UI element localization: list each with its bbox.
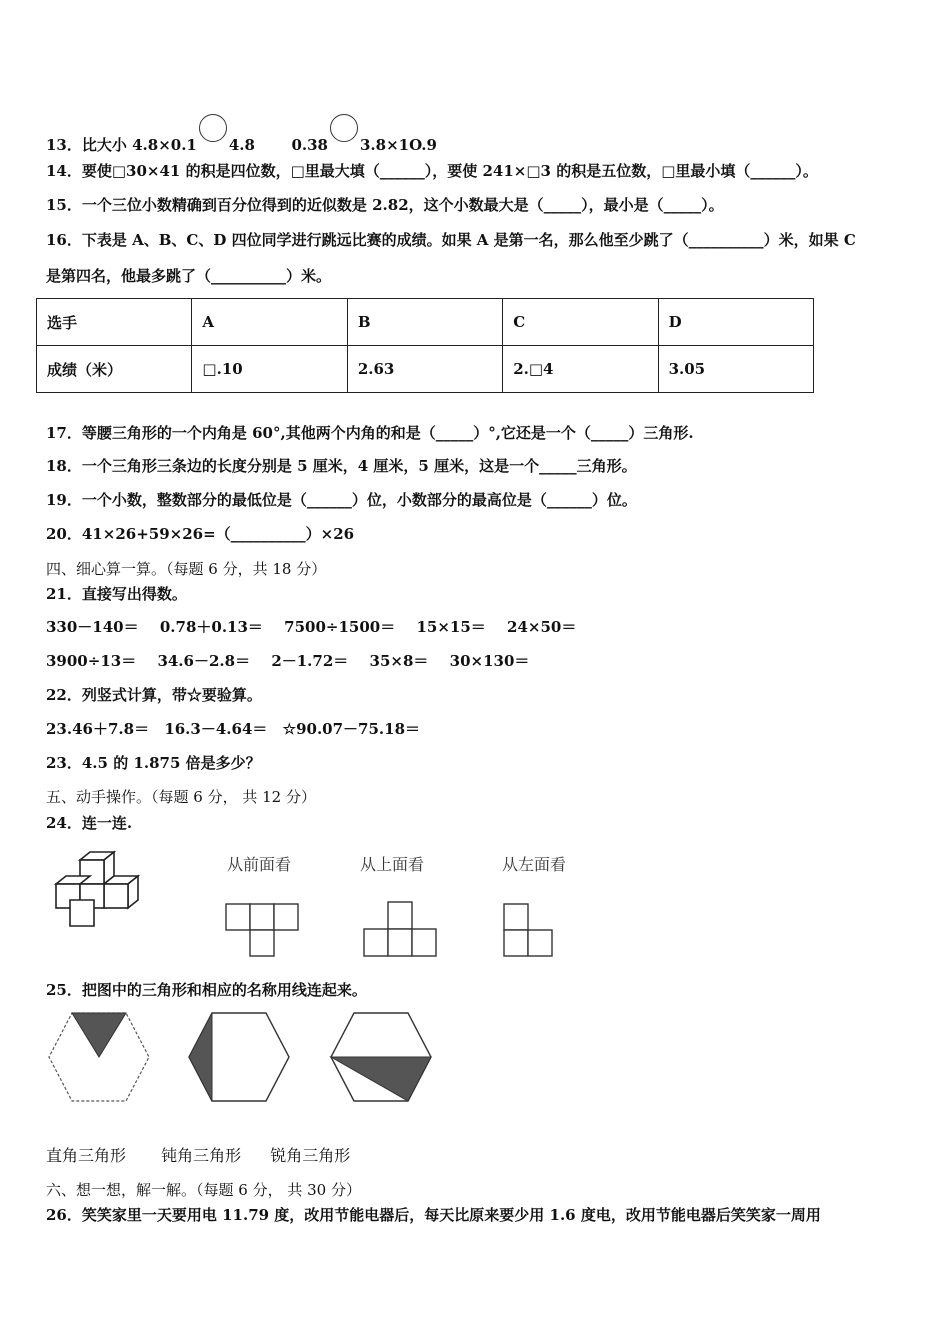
- question-25: 25．把图中的三角形和相应的名称用线连起来。: [46, 981, 367, 999]
- table-row: [37, 346, 814, 393]
- q13-expr-d: 3.8×1O.9: [359, 136, 437, 154]
- calc-item: 35×8＝: [369, 652, 429, 670]
- table-cell: D: [658, 299, 813, 346]
- table-cell: 成绩（米）: [37, 346, 192, 393]
- question-16-line1: 16．下表是 A、B、C、D 四位同学进行跳远比赛的成绩。如果 A 是第一名，那么他至少跳了（__________）米，如果 C: [46, 231, 856, 249]
- q21-row-2: [46, 651, 529, 671]
- calc-item: 0.78＋0.13＝: [159, 618, 263, 636]
- table-cell: B: [347, 299, 502, 346]
- table-cell: 3.05: [658, 346, 813, 393]
- hexagon-obtuse-triangle[interactable]: [186, 1010, 292, 1104]
- table-header-row: [37, 299, 814, 346]
- name-right-triangle[interactable]: 直角三角形: [46, 1146, 127, 1165]
- calc-item: 34.6－2.8＝: [157, 652, 251, 670]
- left-view-shape[interactable]: [500, 900, 556, 960]
- question-24: 24．连一连.: [46, 814, 133, 832]
- view-label-left: 从左面看: [502, 855, 567, 874]
- table-cell: 2.□4: [503, 346, 658, 393]
- question-18: 18．一个三角形三条边的长度分别是 5 厘米，4 厘米，5 厘米，这是一个_____三角形。: [46, 457, 637, 475]
- question-14: 14．要使□30×41 的积是四位数，□里最大填（______），要使 241×□3 的积是五位数，□里最小填（______）。: [46, 162, 818, 180]
- table-cell: 2.63: [347, 346, 502, 393]
- question-15: 15．一个三位小数精确到百分位得到的近似数是 2.82，这个小数最大是（_____），最小是（_____）。: [46, 196, 724, 214]
- calc-item: ☆90.07－75.18＝: [282, 720, 421, 738]
- calc-item: 3900÷13＝: [46, 652, 137, 670]
- question-22: 22．列竖式计算，带☆要验算。: [46, 686, 262, 704]
- compare-circle-1[interactable]: [199, 114, 227, 142]
- section-6-title: 六、想一想，解一解。（每题 6 分， 共 30 分）: [46, 1181, 361, 1199]
- question-23: 23．4.5 的 1.875 倍是多少？: [46, 754, 261, 772]
- question-20: 20．41×26+59×26=（__________）×26: [46, 525, 355, 543]
- table-cell: C: [503, 299, 658, 346]
- hexagon-right-triangle[interactable]: [46, 1010, 152, 1104]
- q21-row-1: [46, 617, 576, 637]
- q13-expr-a: 比大小 4.8×0.1: [81, 136, 197, 154]
- question-19: 19．一个小数，整数部分的最低位是（______）位，小数部分的最高位是（______）位。: [46, 491, 637, 509]
- question-26: 26．笑笑家里一天要用电 11.79 度，改用节能电器后，每天比原来要少用 1.6 度电，改用节能电器后笑笑家一周用: [46, 1206, 821, 1224]
- section-5-title: 五、动手操作。（每题 6 分， 共 12 分）: [46, 788, 316, 806]
- top-view-shape[interactable]: [360, 898, 442, 960]
- table-cell: A: [192, 299, 347, 346]
- view-label-front: 从前面看: [227, 855, 292, 874]
- calc-item: 2－1.72＝: [271, 652, 349, 670]
- calc-item: 30×130＝: [449, 652, 530, 670]
- question-16-line2: 是第四名，他最多跳了（__________）米。: [46, 267, 332, 285]
- q13-expr-c: 0.38: [291, 136, 328, 154]
- table-cell: □.10: [192, 346, 347, 393]
- q13-number: 13．: [46, 136, 82, 154]
- triangle-names: [46, 1146, 350, 1166]
- name-acute-triangle[interactable]: 锐角三角形: [270, 1146, 351, 1165]
- question-17: 17．等腰三角形的一个内角是 60°,其他两个内角的和是（_____）°,它还是一个（_____）三角形.: [46, 424, 694, 442]
- score-table: [36, 298, 814, 393]
- question-13: [46, 114, 437, 155]
- name-obtuse-triangle[interactable]: 钝角三角形: [161, 1146, 242, 1165]
- calc-item: 24×50＝: [507, 618, 577, 636]
- section-4-title: 四、细心算一算。（每题 6 分，共 18 分）: [46, 560, 327, 578]
- q22-row: [46, 719, 420, 739]
- calc-item: 23.46＋7.8＝: [46, 720, 150, 738]
- front-view-shape[interactable]: [222, 900, 302, 960]
- calc-item: 15×15＝: [416, 618, 486, 636]
- table-cell: 选手: [37, 299, 192, 346]
- calc-item: 7500÷1500＝: [284, 618, 396, 636]
- question-21: 21．直接写出得数。: [46, 585, 187, 603]
- calc-item: 16.3－4.64＝: [164, 720, 268, 738]
- view-label-top: 从上面看: [360, 855, 425, 874]
- hexagon-acute-triangle[interactable]: [328, 1010, 434, 1104]
- calc-item: 330－140＝: [46, 618, 139, 636]
- compare-circle-2[interactable]: [330, 114, 358, 142]
- cube-stack-figure: [46, 850, 142, 932]
- q13-expr-b: 4.8: [228, 136, 255, 154]
